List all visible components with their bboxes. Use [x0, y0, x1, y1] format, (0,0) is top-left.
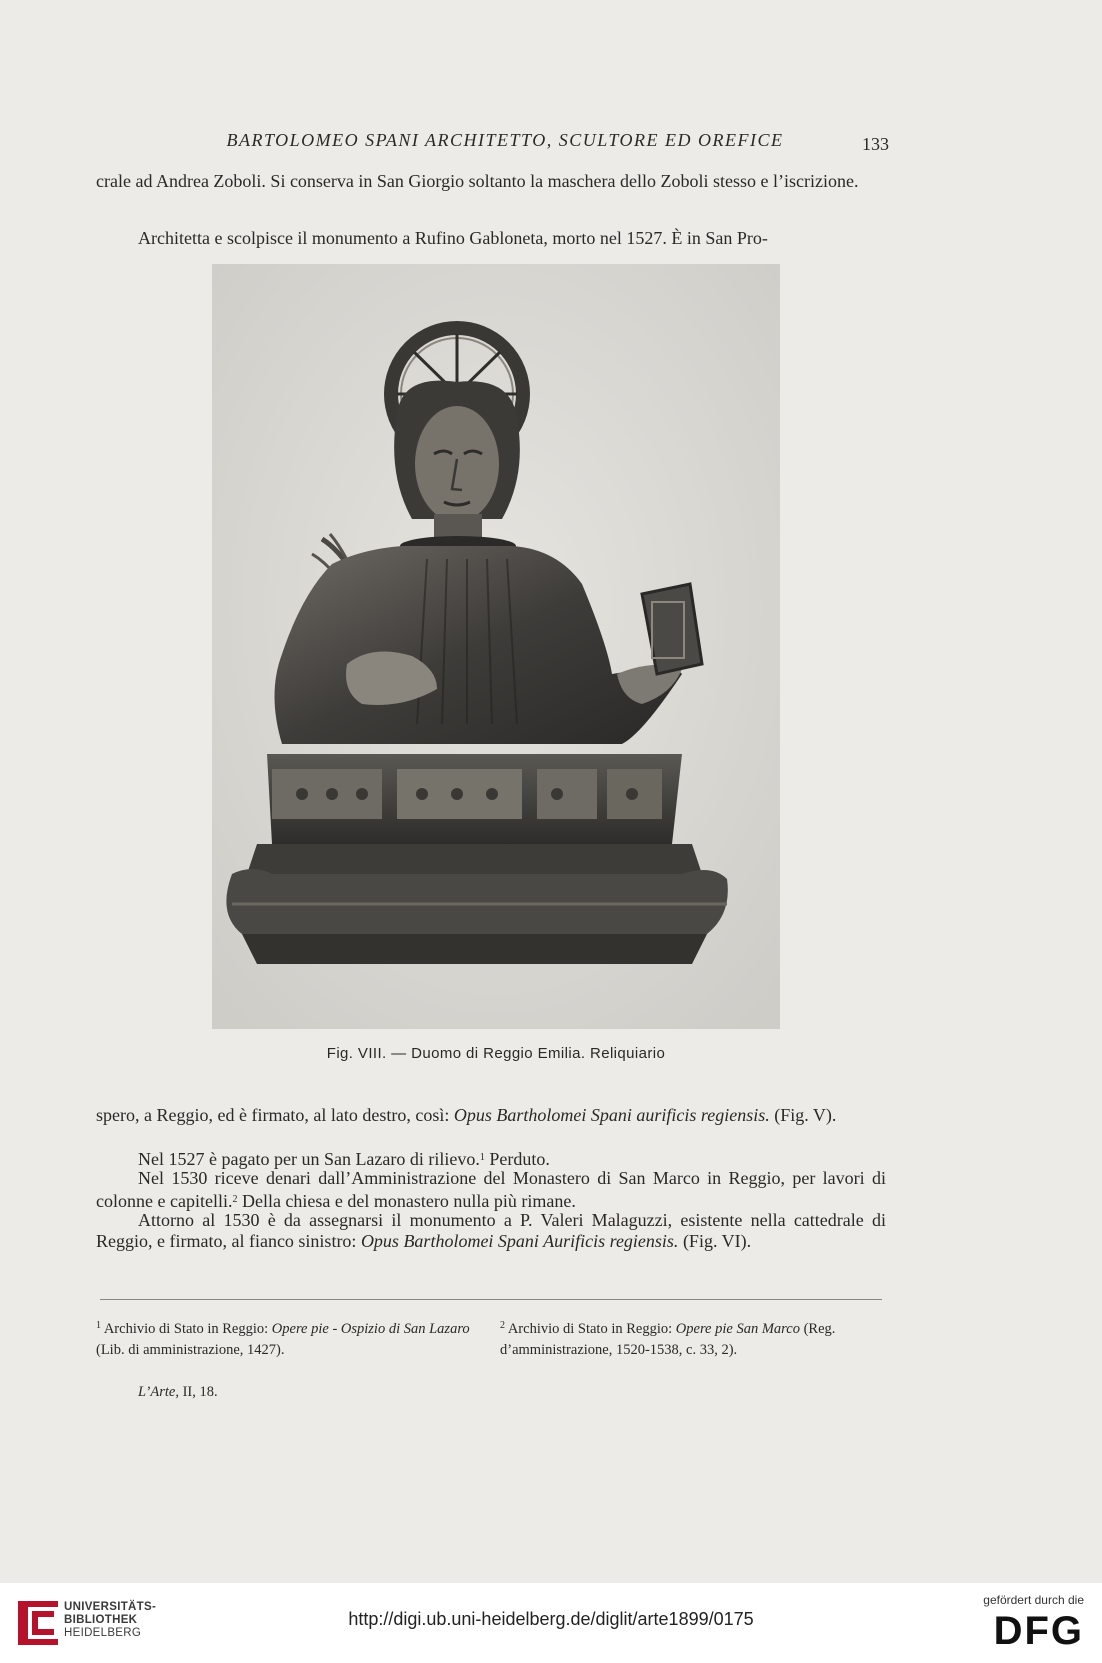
paragraph-6-inscription: Opus Bartholomei Spani Aurificis regiensis.	[360, 1231, 679, 1251]
paragraph-2: Architetta e scolpisce il monumento a Rufino Gabloneta, morto nel 1527. È in San Pro-	[138, 228, 768, 248]
funded-by-label: gefördert durch die	[983, 1593, 1084, 1607]
signature-line	[138, 1384, 218, 1401]
paragraph-4-text: Nel 1527 è pagato per un San Lazaro di rilievo.	[138, 1149, 480, 1169]
footnote-ref-1[interactable]: 1	[479, 1152, 485, 1163]
paragraph-6-text: Attorno al 1530 è da assegnarsi il monumento a P. Valeri Malaguzzi, esistente nella cattedrale di Reggio, e firmato, al fianco sinistro:	[96, 1210, 886, 1251]
page-number: 133	[862, 134, 889, 154]
paragraph-3-text: spero, a Reggio, ed è firmato, al lato destro, così:	[96, 1105, 450, 1125]
reliquary-base-shape	[226, 754, 727, 964]
library-name-line-2: BIBLIOTHEK	[64, 1614, 138, 1626]
footnote-2	[500, 1315, 890, 1361]
footnote-ref-2[interactable]: 2	[232, 1194, 238, 1205]
paragraph-1: crale ad Andrea Zoboli. Si conserva in San Giorgio soltanto la maschera dello Zoboli stesso e l’iscrizione.	[96, 171, 859, 191]
footnote-1	[96, 1315, 486, 1361]
viewer-footer	[0, 1583, 1102, 1663]
reliquary-photo	[212, 264, 780, 1029]
signature-journal: L’Arte,	[138, 1384, 179, 1400]
running-title: BARTOLOMEO SPANI ARCHITETTO, SCULTORE ED OREFICE	[226, 130, 784, 150]
library-name-line-1: UNIVERSITÄTS-	[64, 1601, 157, 1613]
footnote-2-italic: Opere pie San Marco	[675, 1321, 800, 1337]
paragraph-5-text: Nel 1530 riceve denari dall’Amministrazione del Monastero di San Marco in Reggio, per lavori di colonne e capitelli.	[96, 1168, 886, 1211]
paragraph-3-inscription: Opus Bartholomei Spani aurificis regiensis.	[453, 1105, 770, 1125]
signature-ref: II, 18.	[182, 1384, 218, 1400]
permalink-url[interactable]: http://digi.ub.uni-heidelberg.de/diglit/arte1899/0175	[348, 1609, 754, 1629]
paragraph-4-end: Perduto.	[489, 1149, 550, 1169]
footnote-2-number: 2	[500, 1320, 505, 1331]
footnote-1-number: 1	[96, 1320, 101, 1331]
library-name-line-3: HEIDELBERG	[64, 1627, 142, 1639]
footnote-2-end: (Reg. d’amministrazione, 1520-1538, c. 33, 2).	[500, 1321, 836, 1358]
footnote-1-italic: Opere pie - Ospizio di San Lazaro	[271, 1321, 470, 1337]
footnote-divider	[100, 1299, 882, 1300]
paragraph-3	[96, 1105, 886, 1126]
footnote-2-text: Archivio di Stato in Reggio:	[507, 1321, 673, 1337]
figure-caption: Fig. VIII. — Duomo di Reggio Emilia. Reliquiario	[326, 1045, 666, 1062]
paragraph-6	[96, 1210, 886, 1252]
paragraph-5-end: Della chiesa e del monastero nulla più rimane.	[241, 1191, 576, 1211]
paragraph-6-end: (Fig. VI).	[682, 1231, 752, 1251]
dfg-logo[interactable]: DFG	[993, 1609, 1084, 1653]
footnote-1-text: Archivio di Stato in Reggio:	[103, 1321, 269, 1337]
paragraph-4	[96, 1147, 886, 1170]
paragraph-3-end: (Fig. V).	[774, 1105, 837, 1125]
paragraph-5	[96, 1168, 886, 1212]
footnote-1-end: (Lib. di amministrazione, 1427).	[96, 1342, 285, 1358]
